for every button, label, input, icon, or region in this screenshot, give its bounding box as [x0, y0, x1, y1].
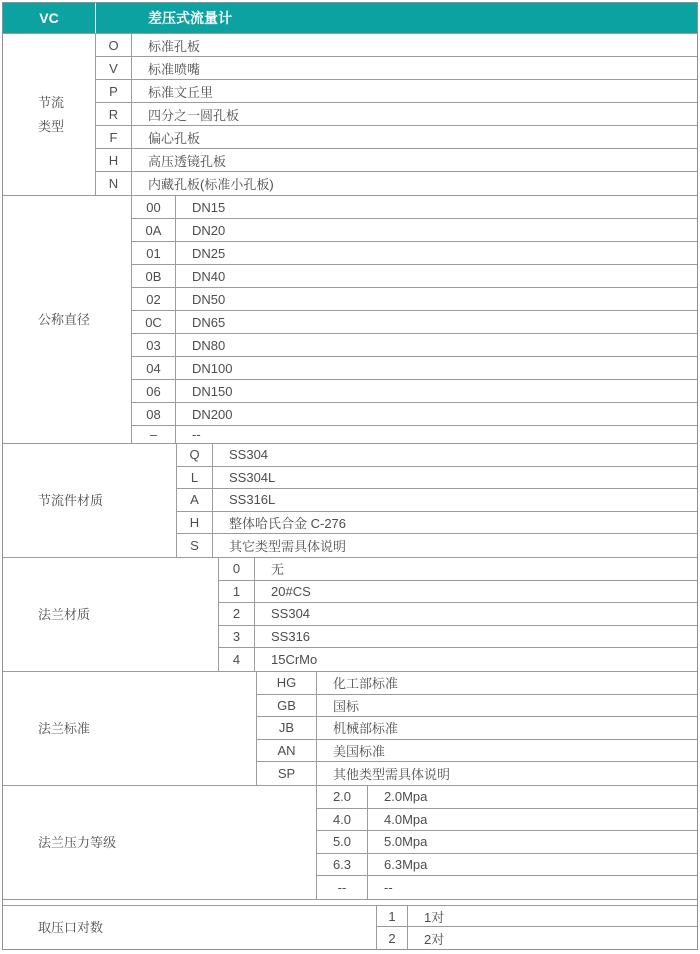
table-row	[177, 489, 697, 512]
table-row	[96, 80, 697, 103]
section-rows	[96, 34, 697, 195]
section-label: 节流 类型	[3, 34, 96, 195]
table-row	[219, 581, 697, 604]
option-code: 5.0	[317, 831, 368, 853]
table-row	[132, 357, 697, 380]
option-value: DN65	[192, 314, 226, 330]
option-value: 偏心孔板	[148, 130, 201, 146]
option-code: A	[177, 489, 213, 511]
table-row	[257, 762, 697, 785]
table-row	[132, 380, 697, 403]
option-code: Q	[177, 444, 213, 466]
option-value: DN40	[192, 268, 226, 284]
option-value: SS304	[229, 447, 269, 463]
header-title: 差压式流量计	[148, 10, 232, 26]
table-row	[177, 534, 697, 557]
option-code: 2.0	[317, 786, 368, 808]
option-value: 高压透镜孔板	[148, 153, 227, 169]
table-row	[177, 444, 697, 467]
option-value: DN20	[192, 222, 226, 238]
section-rows	[219, 558, 697, 671]
option-value: 6.3Mpa	[384, 856, 428, 872]
option-value: SS304L	[229, 469, 276, 485]
option-value: DN15	[192, 199, 226, 215]
option-code: 01	[132, 242, 176, 264]
section-rows	[132, 196, 697, 443]
option-code: 0A	[132, 219, 176, 241]
section-rows	[377, 906, 697, 949]
table-row	[257, 740, 697, 763]
section-throttle-type	[3, 34, 697, 196]
table-row	[132, 334, 697, 357]
option-code: 3	[219, 626, 255, 648]
option-code: R	[96, 103, 132, 125]
option-code: H	[96, 149, 132, 171]
option-code: 1	[219, 581, 255, 603]
section-label: 法兰标准	[3, 672, 257, 785]
table-row	[132, 426, 697, 443]
table-row	[96, 149, 697, 172]
option-value: 标准喷嘴	[148, 61, 201, 77]
table-row	[377, 927, 697, 949]
option-value: 5.0Mpa	[384, 834, 428, 850]
option-value: 内藏孔板(标准小孔板)	[148, 177, 274, 192]
section-label: 取压口对数	[3, 906, 377, 949]
table-row	[96, 34, 697, 57]
table-row	[177, 512, 697, 535]
section-rows	[257, 672, 697, 785]
table-row	[132, 242, 697, 265]
header-model-code: VC	[3, 3, 96, 33]
option-code: 1	[377, 906, 408, 927]
header-row	[3, 3, 697, 34]
option-code: 4.0	[317, 809, 368, 831]
section-rows	[177, 444, 697, 557]
option-code: 2	[219, 603, 255, 625]
option-value: 15CrMo	[271, 652, 318, 668]
spec-table	[2, 2, 698, 950]
option-value: 其它类型需具体说明	[229, 539, 347, 555]
option-value: DN200	[192, 406, 233, 422]
option-code: 0B	[132, 265, 176, 287]
table-row	[219, 626, 697, 649]
option-value: 1对	[424, 909, 445, 925]
section-rows	[317, 786, 697, 899]
section-nominal-diameter	[3, 196, 697, 444]
option-code: AN	[257, 740, 317, 762]
option-value: SS316L	[229, 492, 276, 508]
option-code: V	[96, 57, 132, 79]
option-value: 无	[271, 562, 285, 578]
option-value: 化工部标准	[333, 676, 399, 692]
option-value: --	[192, 427, 201, 442]
table-row	[132, 403, 697, 426]
section-pressure-tap-pairs	[3, 905, 697, 949]
option-code: 03	[132, 334, 176, 356]
option-code: HG	[257, 672, 317, 694]
option-code: O	[96, 34, 132, 56]
option-value: DN80	[192, 337, 226, 353]
option-value: SS304	[271, 606, 311, 622]
option-value: DN150	[192, 383, 233, 399]
option-value: 美国标准	[333, 744, 386, 760]
table-row	[317, 831, 697, 854]
option-value: DN100	[192, 360, 233, 376]
section-label: 法兰压力等级	[3, 786, 317, 899]
option-code: 00	[132, 196, 176, 218]
section-flange-pressure-rating	[3, 786, 697, 900]
option-value: 国标	[333, 698, 360, 714]
table-row	[317, 876, 697, 899]
option-code: F	[96, 126, 132, 148]
table-row	[96, 172, 697, 195]
table-row	[257, 695, 697, 718]
option-code: 4	[219, 648, 255, 671]
table-row	[257, 672, 697, 695]
table-row	[257, 717, 697, 740]
table-row	[219, 558, 697, 581]
option-code: 02	[132, 288, 176, 310]
option-code: 04	[132, 357, 176, 379]
option-code: N	[96, 172, 132, 195]
section-label: 法兰材质	[3, 558, 219, 671]
table-row	[96, 103, 697, 126]
option-code: SP	[257, 762, 317, 785]
option-code: 6.3	[317, 854, 368, 876]
table-row	[132, 311, 697, 334]
table-row	[132, 196, 697, 219]
option-code: 0	[219, 558, 255, 580]
option-code: H	[177, 512, 213, 534]
table-row	[317, 786, 697, 809]
option-code: 06	[132, 380, 176, 402]
option-value: SS316	[271, 629, 311, 645]
table-row	[377, 906, 697, 928]
option-value: DN25	[192, 245, 226, 261]
section-flange-standard	[3, 672, 697, 786]
option-code: --	[317, 876, 368, 899]
option-value: DN50	[192, 291, 226, 307]
table-row	[132, 288, 697, 311]
section-label: 公称直径	[3, 196, 132, 443]
option-value: 2对	[424, 931, 445, 947]
table-row	[132, 265, 697, 288]
table-row	[219, 648, 697, 671]
option-value: 整体哈氏合金 C-276	[229, 516, 347, 532]
option-value: 20#CS	[271, 583, 311, 599]
table-row	[132, 219, 697, 242]
option-value: 4.0Mpa	[384, 811, 428, 827]
section-flange-material	[3, 558, 697, 672]
table-row	[96, 126, 697, 149]
table-row	[96, 57, 697, 80]
option-code: 2	[377, 927, 408, 949]
option-code: 0C	[132, 311, 176, 333]
option-code: GB	[257, 695, 317, 717]
table-row	[317, 809, 697, 832]
option-code: JB	[257, 717, 317, 739]
table-row	[317, 854, 697, 877]
section-throttle-material	[3, 444, 697, 558]
option-value: 2.0Mpa	[384, 789, 428, 805]
option-code: P	[96, 80, 132, 102]
option-value: 其他类型需具体说明	[333, 767, 451, 783]
option-value: 机械部标准	[333, 721, 399, 737]
option-code: 08	[132, 403, 176, 425]
option-value: 标准文丘里	[148, 84, 214, 100]
option-code: S	[177, 534, 213, 557]
option-code: L	[177, 467, 213, 489]
section-label: 节流件材质	[3, 444, 177, 557]
option-value: 标准孔板	[148, 38, 201, 54]
option-value: 四分之一圆孔板	[148, 107, 240, 123]
option-value: --	[384, 880, 393, 896]
option-code: –	[132, 426, 176, 443]
table-row	[177, 467, 697, 490]
table-row	[219, 603, 697, 626]
